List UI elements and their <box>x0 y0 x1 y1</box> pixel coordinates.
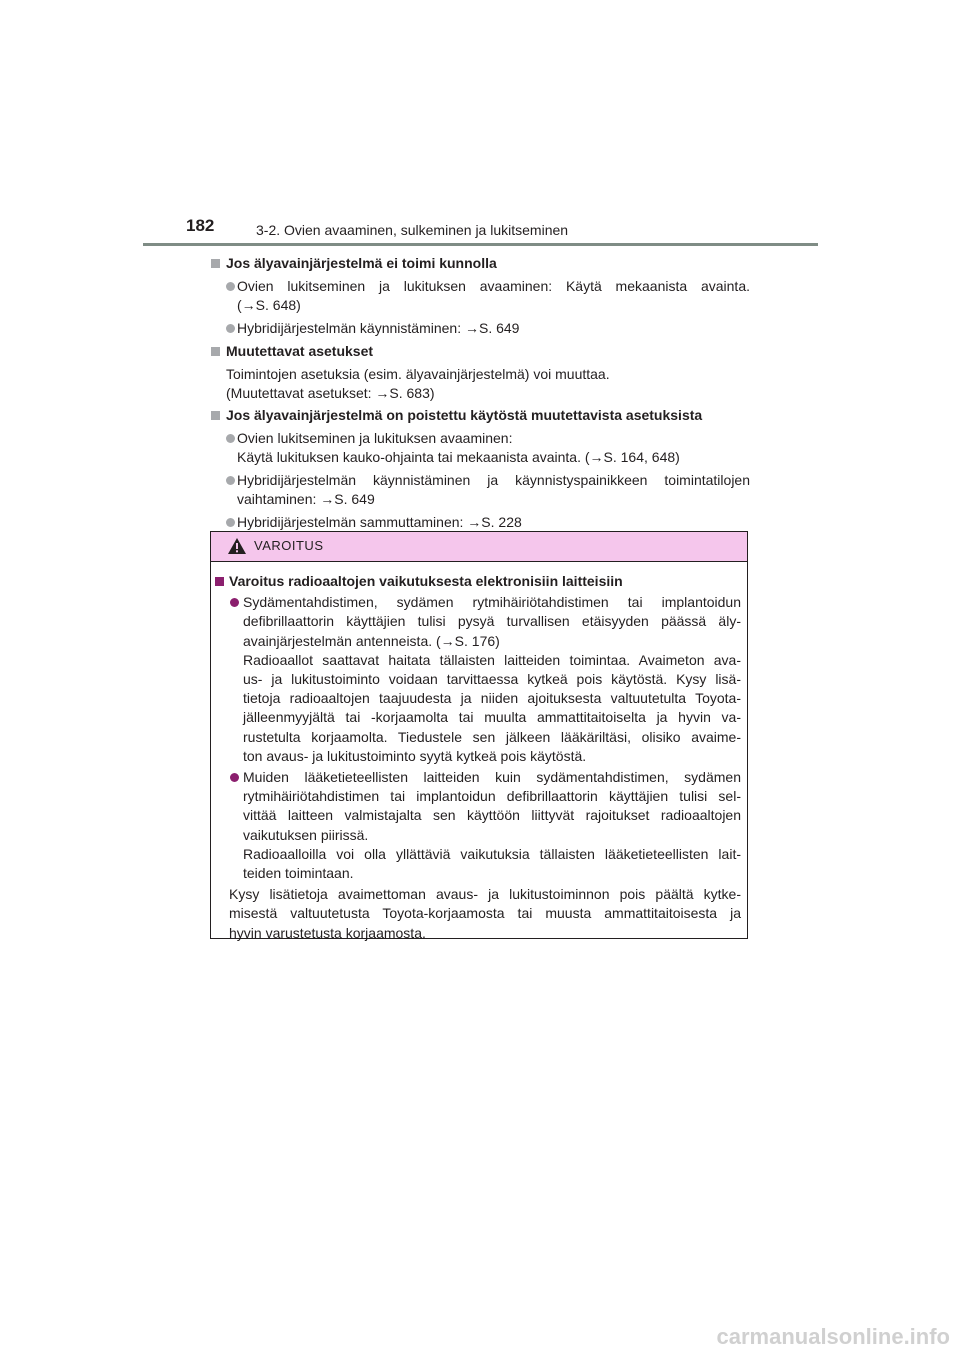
warning-list-item: Muiden lääketieteellisten laitteiden kuin sydämentahdistimen, sydämen rytmihäiriötahdistimen tai implantoidun defibrillaattorin käyttäjien tulisi sel- vittää laitteen valmistajalta sen käyttöön liittyvät rajoitukset radioaaltojen vaikutuksen piirissä. Radioaalloilla voi olla yllättäviä vaikutuksia tällaisten lääketieteellisten lait- teiden toimintaan. <box>215 768 741 883</box>
square-bullet-icon <box>211 411 220 420</box>
warning-heading: Varoitus radioaaltojen vaikutuksesta elektronisiin laitteisiin <box>215 572 741 591</box>
section-heading: Jos älyavainjärjestelmä on poistettu käytöstä muutettavista asetuksista <box>210 406 750 425</box>
round-bullet-icon <box>226 518 235 527</box>
section-smart-key-disabled <box>210 406 750 532</box>
paragraph: Toimintojen asetuksia (esim. älyavainjärjestelmä) voi muuttaa. (Muutettavat asetukset: →S. 683) <box>226 366 610 401</box>
section-smart-key-malfunction <box>210 254 750 338</box>
round-bullet-icon <box>226 282 235 291</box>
warning-list-item: Sydämentahdistimen, sydämen rytmihäiriötahdistimen tai implantoidun defibrillaattorin käyttäjien tulisi pysyä turvallisen etäisyyden päässä äly- avainjärjestelmän antenneista. (→S. 176) Radioaallot saattavat haitata tällaisten laitteiden toimintaa. Avaimeton ava- us- ja lukitustoiminto voidaan tarvittaessa kytkeä pois käytöstä. Kysy lisä- tietoja radioaaltojen taajuudesta ja niiden ajoituksesta valtuutetulta Toyota- jälleenmyyjältä tai -korjaamolta tai muulta ammattitaitoiselta ja hyvin va- rustetulta korjaamolta. Tiedustele sen jälkeen lääkäriltäsi, olisiko avaime- ton avaus- ja lukitustoiminto syytä kytkeä pois käytöstä. <box>215 593 741 766</box>
warning-triangle-icon <box>228 538 246 554</box>
square-bullet-icon <box>211 347 220 356</box>
main-content <box>210 254 750 536</box>
square-bullet-icon <box>215 577 224 586</box>
section-heading: Jos älyavainjärjestelmä ei toimi kunnolla <box>210 254 750 273</box>
round-bullet-icon <box>226 434 235 443</box>
section-heading: Muutettavat asetukset <box>210 342 750 361</box>
list-item: Hybridijärjestelmän käynnistäminen ja käynnistyspainikkeen toimintatilojen vaihtaminen: →S. 649 <box>210 471 750 509</box>
page-number: 182 <box>186 216 215 235</box>
square-bullet-icon <box>211 259 220 268</box>
list-item: Ovien lukitseminen ja lukituksen avaaminen: Käytä lukituksen kauko-ohjainta tai mekaanista avainta. (→S. 164, 648) <box>210 429 750 467</box>
chapter-title: 3-2. Ovien avaaminen, sulkeminen ja lukitseminen <box>256 222 569 238</box>
list-item: Ovien lukitseminen ja lukituksen avaaminen: Käytä mekaanista avainta. (→S. 648) <box>210 277 750 315</box>
round-bullet-icon <box>226 324 235 333</box>
list-item: Hybridijärjestelmän sammuttaminen: →S. 228 <box>210 513 750 532</box>
footer-watermark: carmanualsonline.info <box>716 1324 950 1349</box>
round-bullet-icon <box>226 476 235 485</box>
warning-note: Kysy lisätietoja avaimettoman avaus- ja lukitustoiminnon pois päältä kytke- misestä valtuutetusta Toyota-korjaamosta tai muusta ammattitaitoisesta ja hyvin varustetusta korjaamosta. <box>229 886 741 941</box>
warning-body <box>211 562 747 943</box>
round-bullet-icon <box>230 773 239 782</box>
list-item: Hybridijärjestelmän käynnistäminen: →S. 649 <box>210 319 750 338</box>
warning-box <box>210 531 748 939</box>
warning-title: VAROITUS <box>254 538 324 553</box>
section-customizable-settings <box>210 342 750 403</box>
header-divider <box>143 243 818 246</box>
round-bullet-icon <box>230 598 239 607</box>
warning-header <box>211 532 747 562</box>
